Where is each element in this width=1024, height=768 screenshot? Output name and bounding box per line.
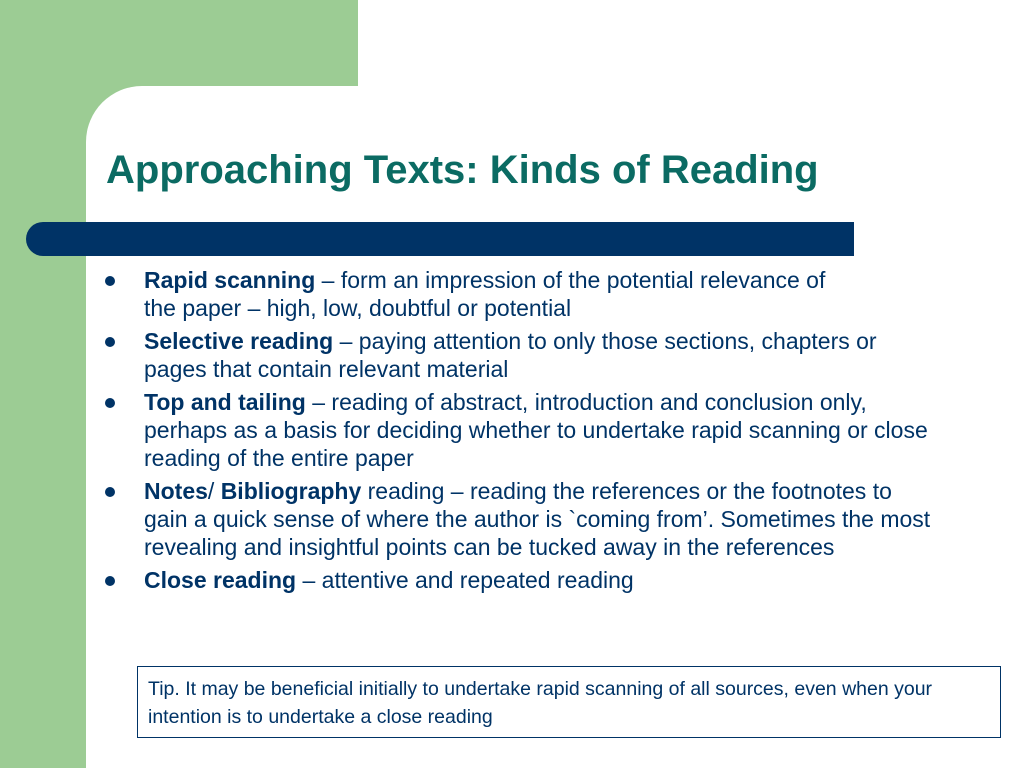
bullet-dot bbox=[105, 487, 115, 497]
bullet-text: – attentive and repeated reading bbox=[296, 567, 634, 593]
bullet-term: Rapid scanning bbox=[144, 267, 316, 293]
bullet-close-reading bbox=[104, 566, 934, 594]
bullet-top-and-tailing bbox=[104, 388, 934, 472]
bullet-dot bbox=[105, 276, 115, 286]
bullet-term: Top and tailing bbox=[144, 389, 306, 415]
bullet-dot bbox=[105, 398, 115, 408]
bullet-notes-bibliography bbox=[104, 477, 934, 561]
bullet-text: – paying attention to only those sections, chapters or pages that contain relevant material bbox=[144, 328, 877, 382]
title-divider-tab bbox=[845, 222, 854, 256]
tip-box: Tip. It may be beneficial initially to undertake rapid scanning of all sources, even when your intention is to undertake a close reading bbox=[137, 666, 1001, 738]
bullet-rapid-scanning bbox=[104, 266, 844, 322]
bullet-term: Close reading bbox=[144, 567, 297, 593]
bullet-term: Selective reading bbox=[144, 328, 334, 354]
bullet-separator: / bbox=[207, 478, 221, 504]
slide-title: Approaching Texts: Kinds of Reading bbox=[106, 148, 819, 192]
bullet-selective-reading bbox=[104, 327, 914, 383]
title-divider-bar bbox=[26, 222, 852, 256]
bullet-list bbox=[104, 266, 944, 599]
bullet-dot bbox=[105, 337, 115, 347]
bullet-term: Notes bbox=[144, 478, 208, 504]
bullet-term-secondary: Bibliography bbox=[220, 478, 362, 504]
bullet-text: – form an impression of the potential relevance of the paper – high, low, doubtful or potential bbox=[144, 267, 826, 321]
bullet-text: – reading of abstract, introduction and conclusion only, perhaps as a basis for deciding whether to undertake rapid scanning or close reading of the entire paper bbox=[144, 389, 928, 471]
bullet-text: reading – reading the references or the footnotes to gain a quick sense of where the author is `coming from’. Sometimes the most revealing and insightful points can be tucked away in the references bbox=[144, 478, 931, 560]
bullet-dot bbox=[105, 576, 115, 586]
